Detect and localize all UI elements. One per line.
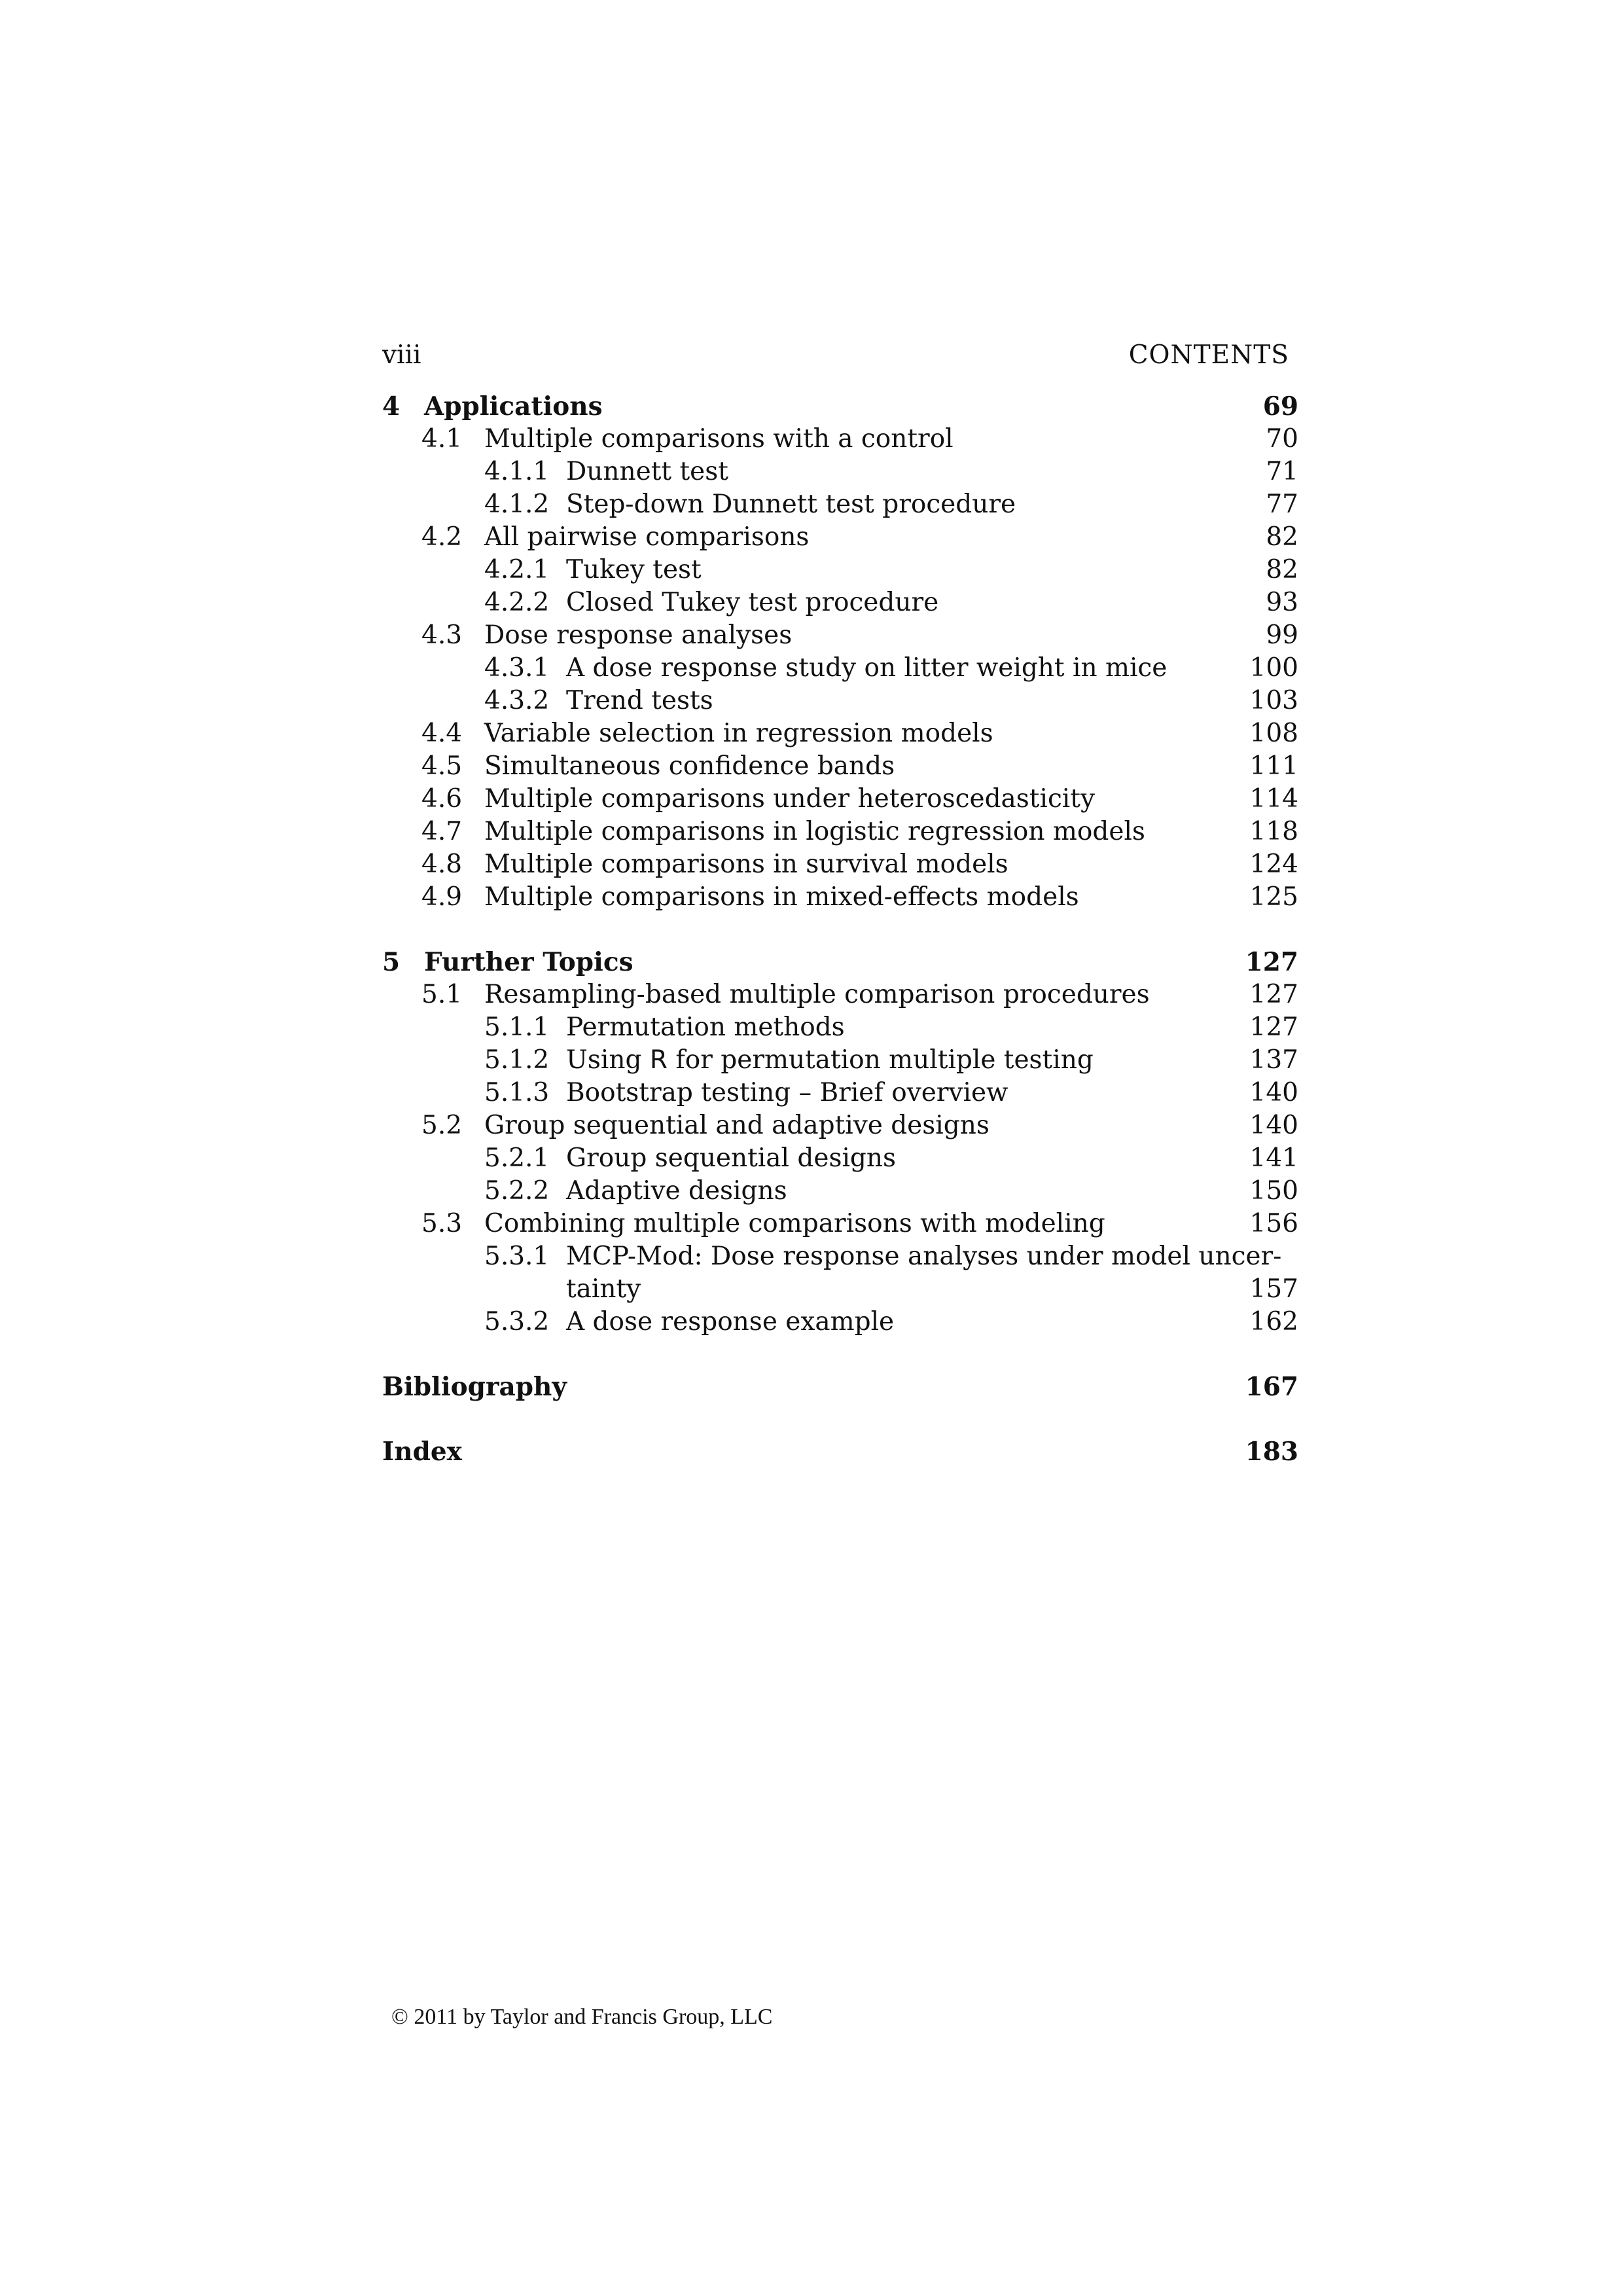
page-ref: 124 <box>1249 850 1298 879</box>
toc-subsection-5-3-2[interactable] <box>382 1306 1298 1338</box>
section-number: 4.4 <box>421 719 463 748</box>
toc-subsection-4-2-1[interactable] <box>382 554 1298 586</box>
section-number: 4.5 <box>421 751 463 781</box>
subsection-number: 5.2.1 <box>484 1143 550 1173</box>
subsection-title: Step-down Dunnett test procedure <box>566 490 1016 519</box>
toc-chapter-4[interactable] <box>382 390 1298 423</box>
toc-subsection-5-1-1[interactable] <box>382 1011 1298 1044</box>
chapter-number: 5 <box>382 947 401 977</box>
subsection-number: 4.1.1 <box>484 457 550 486</box>
page-ref: 127 <box>1245 947 1298 977</box>
chapter-title: Further Topics <box>424 947 633 977</box>
section-number: 4.3 <box>421 620 463 650</box>
page-ref: 137 <box>1249 1045 1298 1075</box>
page-ref: 82 <box>1266 555 1298 584</box>
section-number: 5.3 <box>421 1209 463 1238</box>
toc-subsection-4-3-2[interactable] <box>382 685 1298 717</box>
toc-section-4-1[interactable] <box>382 423 1298 456</box>
page-ref: 140 <box>1249 1111 1298 1140</box>
toc-section-4-3[interactable] <box>382 619 1298 652</box>
page-ref: 125 <box>1249 882 1298 912</box>
subsection-title: Bootstrap testing – Brief overview <box>566 1078 1008 1107</box>
subsection-title-line-1: MCP-Mod: Dose response analyses under model uncer- <box>566 1242 1282 1271</box>
section-title: Group sequential and adaptive designs <box>484 1111 990 1140</box>
spacer <box>382 1403 1298 1435</box>
bibliography-title: Bibliography <box>382 1372 567 1402</box>
toc-section-5-1[interactable] <box>382 978 1298 1011</box>
toc-subsection-5-2-1[interactable] <box>382 1142 1298 1175</box>
toc-index[interactable] <box>382 1435 1298 1468</box>
chapter-title: Applications <box>424 391 603 422</box>
toc-subsection-4-1-2[interactable] <box>382 488 1298 521</box>
page-ref: 127 <box>1249 980 1298 1009</box>
page-ref: 156 <box>1249 1209 1298 1238</box>
section-number: 4.9 <box>421 882 463 912</box>
subsection-title: Tukey test <box>566 555 702 584</box>
subsection-title: A dose response study on litter weight in mice <box>566 653 1168 683</box>
section-title: All pairwise comparisons <box>484 522 810 552</box>
subsection-number: 4.2.2 <box>484 588 550 617</box>
toc-subsection-4-3-1[interactable] <box>382 652 1298 685</box>
section-title: Dose response analyses <box>484 620 793 650</box>
page-ref: 70 <box>1266 424 1298 454</box>
section-number: 4.8 <box>421 850 463 879</box>
section-title: Multiple comparisons with a control <box>484 424 954 454</box>
section-title: Multiple comparisons in logistic regression models <box>484 817 1145 846</box>
toc-section-4-4[interactable] <box>382 717 1298 750</box>
page-ref: 141 <box>1249 1143 1298 1173</box>
page-ref: 162 <box>1249 1307 1298 1336</box>
page-number: viii <box>382 340 421 370</box>
running-title: CONTENTS <box>1128 340 1289 370</box>
subsection-number: 4.3.2 <box>484 686 550 715</box>
spacer <box>382 914 1298 946</box>
section-title: Simultaneous confidence bands <box>484 751 895 781</box>
subsection-title: Dunnett test <box>566 457 728 486</box>
page-ref: 127 <box>1249 1013 1298 1042</box>
subsection-title: Permutation methods <box>566 1013 845 1042</box>
subsection-title: A dose response example <box>566 1307 895 1336</box>
section-title: Multiple comparisons under heteroscedasticity <box>484 784 1095 814</box>
title-text-post: for permutation multiple testing <box>667 1045 1094 1075</box>
toc-section-4-8[interactable] <box>382 848 1298 881</box>
subsection-number: 5.2.2 <box>484 1176 550 1206</box>
page-ref: 183 <box>1245 1437 1298 1467</box>
subsection-title-line-2: tainty <box>566 1274 641 1304</box>
section-number: 5.1 <box>421 980 463 1009</box>
page-ref: 69 <box>1262 391 1298 422</box>
page-ref: 118 <box>1249 817 1298 846</box>
section-title: Variable selection in regression models <box>484 719 993 748</box>
page-ref: 150 <box>1249 1176 1298 1206</box>
page-ref: 167 <box>1245 1372 1298 1402</box>
section-number: 4.7 <box>421 817 463 846</box>
subsection-number: 5.3.2 <box>484 1307 550 1336</box>
section-number: 4.1 <box>421 424 463 454</box>
subsection-number: 5.1.3 <box>484 1078 550 1107</box>
toc-section-4-9[interactable] <box>382 881 1298 914</box>
section-number: 5.2 <box>421 1111 463 1140</box>
section-title: Combining multiple comparisons with modeling <box>484 1209 1105 1238</box>
page-ref: 157 <box>1249 1274 1298 1304</box>
chapter-number: 4 <box>382 391 401 422</box>
toc-subsection-4-2-2[interactable] <box>382 586 1298 619</box>
toc-subsection-5-3-1[interactable] <box>382 1240 1298 1273</box>
section-number: 4.6 <box>421 784 463 814</box>
r-software-name: R <box>649 1045 668 1075</box>
running-header <box>382 340 1289 374</box>
copyright-notice: © 2011 by Taylor and Francis Group, LLC <box>391 2005 773 2029</box>
spacer <box>382 1338 1298 1371</box>
table-of-contents <box>382 390 1298 1468</box>
page-ref: 108 <box>1249 719 1298 748</box>
toc-section-5-2[interactable] <box>382 1109 1298 1142</box>
section-title: Multiple comparisons in survival models <box>484 850 1008 879</box>
page-ref: 93 <box>1266 588 1298 617</box>
page-ref: 114 <box>1249 784 1298 814</box>
toc-section-4-6[interactable] <box>382 783 1298 816</box>
subsection-number: 4.2.1 <box>484 555 550 584</box>
toc-section-4-7[interactable] <box>382 816 1298 848</box>
subsection-number: 4.3.1 <box>484 653 550 683</box>
subsection-number: 5.3.1 <box>484 1242 550 1271</box>
title-text-pre: Using <box>566 1045 650 1075</box>
subsection-number: 5.1.1 <box>484 1013 550 1042</box>
page-ref: 103 <box>1249 686 1298 715</box>
page-ref: 111 <box>1249 751 1298 781</box>
subsection-title <box>566 1044 1094 1077</box>
subsection-title: Closed Tukey test procedure <box>566 588 939 617</box>
section-number: 4.2 <box>421 522 463 552</box>
toc-section-4-5[interactable] <box>382 750 1298 783</box>
toc-section-5-3[interactable] <box>382 1208 1298 1240</box>
page-ref: 140 <box>1249 1078 1298 1107</box>
subsection-title: Group sequential designs <box>566 1143 897 1173</box>
subsection-number: 4.1.2 <box>484 490 550 519</box>
subsection-title: Adaptive designs <box>566 1176 787 1206</box>
toc-subsection-5-1-3[interactable] <box>382 1077 1298 1109</box>
toc-subsection-5-2-2[interactable] <box>382 1175 1298 1208</box>
section-title: Multiple comparisons in mixed-effects models <box>484 882 1079 912</box>
toc-subsection-5-3-1-continued[interactable] <box>382 1273 1298 1306</box>
page-ref: 99 <box>1266 620 1298 650</box>
page-ref: 71 <box>1266 457 1298 486</box>
toc-chapter-5[interactable] <box>382 946 1298 978</box>
toc-subsection-4-1-1[interactable] <box>382 456 1298 488</box>
subsection-number: 5.1.2 <box>484 1045 550 1075</box>
index-title: Index <box>382 1437 462 1467</box>
toc-section-4-2[interactable] <box>382 521 1298 554</box>
toc-subsection-5-1-2[interactable] <box>382 1044 1298 1077</box>
page-ref: 82 <box>1266 522 1298 552</box>
page-ref: 100 <box>1249 653 1298 683</box>
toc-bibliography[interactable] <box>382 1371 1298 1403</box>
page-ref: 77 <box>1266 490 1298 519</box>
subsection-title: Trend tests <box>566 686 713 715</box>
section-title: Resampling-based multiple comparison procedures <box>484 980 1150 1009</box>
